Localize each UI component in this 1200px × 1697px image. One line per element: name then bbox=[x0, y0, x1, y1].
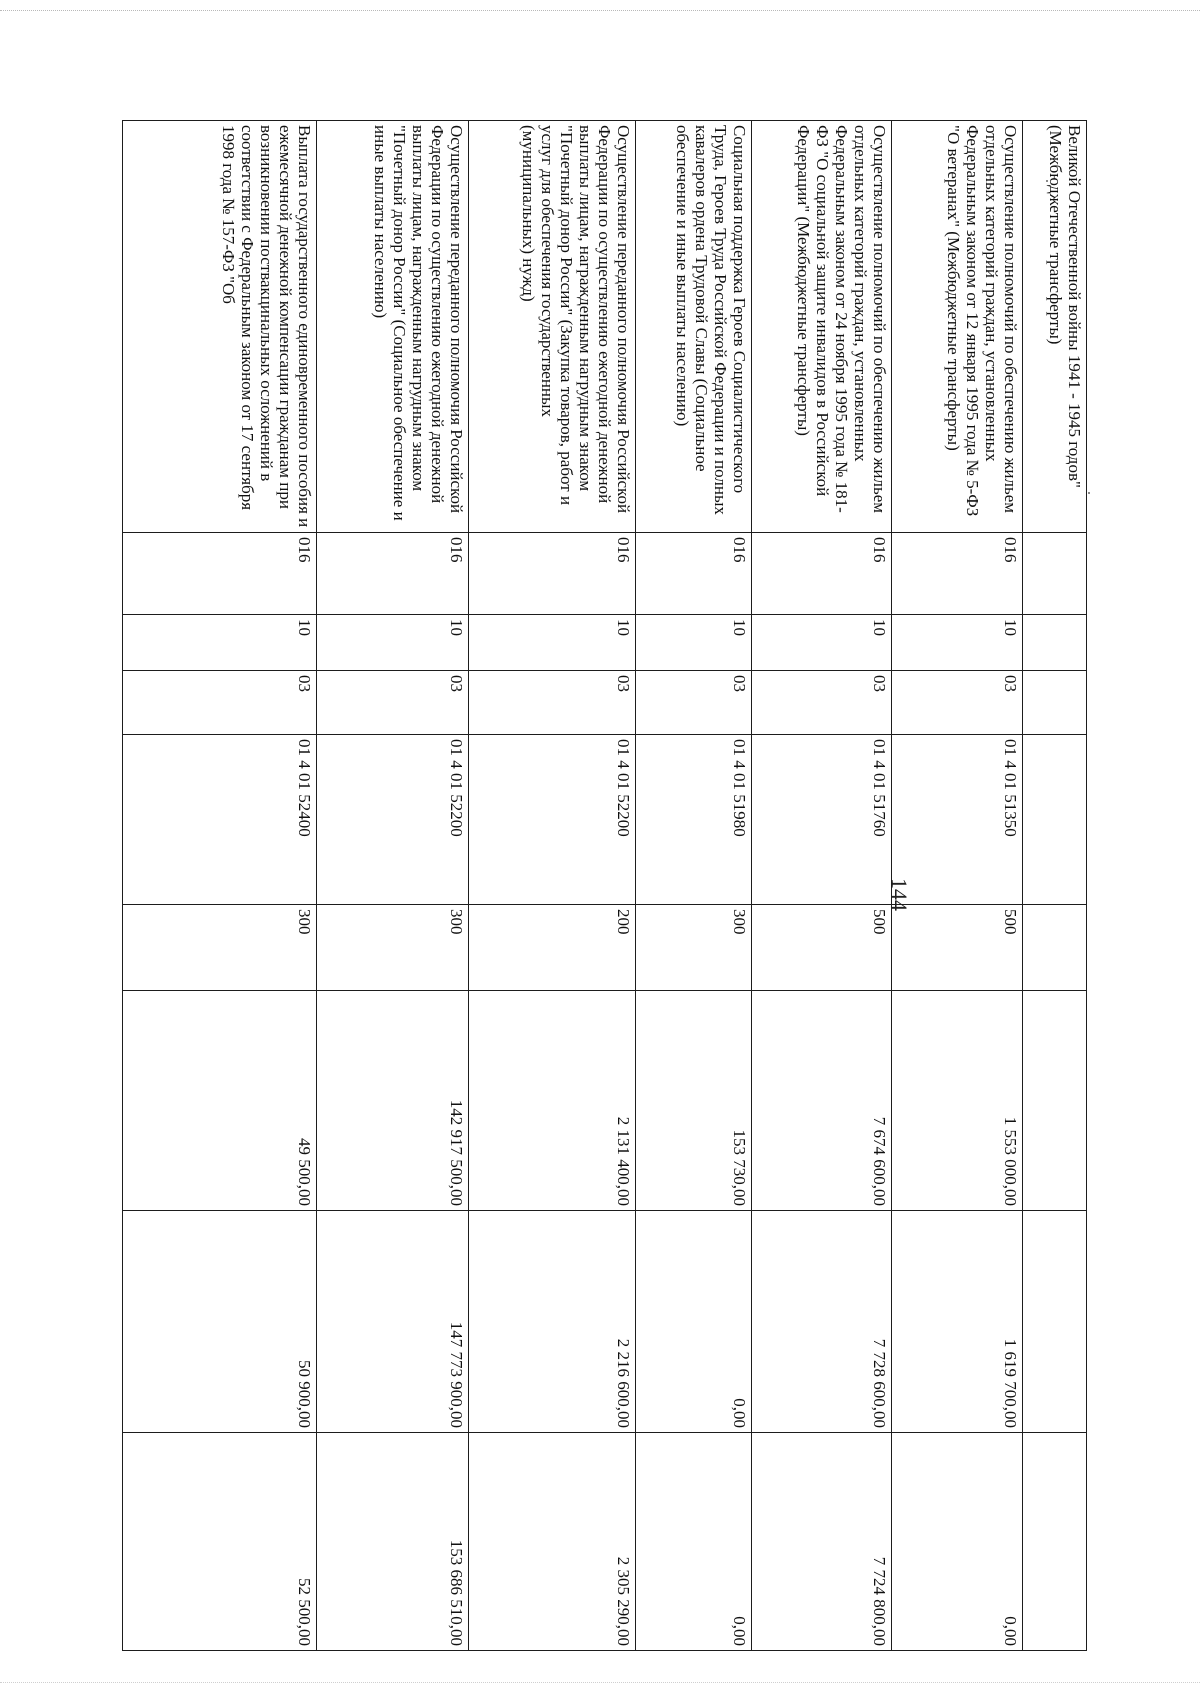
expense-type-code: 500 bbox=[891, 905, 1023, 991]
amount-year-1 bbox=[1023, 991, 1087, 1211]
subsection-code bbox=[1023, 671, 1087, 735]
target-article-code: 01 4 01 52200 bbox=[316, 735, 468, 905]
amount-year-1: 1 553 000,00 bbox=[891, 991, 1023, 1211]
amount-year-1: 2 131 400,00 bbox=[468, 991, 635, 1211]
subsection-code: 03 bbox=[751, 671, 891, 735]
target-article-code: 01 4 01 51980 bbox=[635, 735, 751, 905]
expense-type-code: 300 bbox=[123, 905, 317, 991]
subsection-code: 03 bbox=[316, 671, 468, 735]
target-article-code: 01 4 01 51350 bbox=[891, 735, 1023, 905]
section-code: 10 bbox=[123, 615, 317, 671]
amount-year-3: 52 500,00 bbox=[123, 1433, 317, 1651]
section-code: 10 bbox=[891, 615, 1023, 671]
scan-speck bbox=[1088, 492, 1090, 494]
row-description: Осуществление переданного полномочия Российской Федерации по осуществлению ежегодной денежной выплаты лицам, награжденным нагрудным знаком "Почетный донор России" (Социальное обеспечение и иные выплаты населению) bbox=[316, 121, 468, 533]
scan-bottom-edge bbox=[0, 1682, 1200, 1683]
row-description: Осуществление полномочий по обеспечению жильем отдельных категорий граждан, установленных Федеральным законом от 24 ноября 1995 года № 181-ФЗ "О социальной защите инвалидов в Российской Федерации" (Межбюджетные трансферты) bbox=[751, 121, 891, 533]
amount-year-2: 0,00 bbox=[635, 1211, 751, 1433]
table-row bbox=[635, 121, 751, 1651]
amount-year-2: 1 619 700,00 bbox=[891, 1211, 1023, 1433]
table-row bbox=[891, 121, 1023, 1651]
amount-year-3: 7 724 800,00 bbox=[751, 1433, 891, 1651]
row-description: Осуществление полномочий по обеспечению жильем отдельных категорий граждан, установленных Федеральным законом от 12 января 1995 года № 5-ФЗ "О ветеранах" (Межбюджетные трансферты) bbox=[891, 121, 1023, 533]
section-code: 10 bbox=[316, 615, 468, 671]
section-code bbox=[1023, 615, 1087, 671]
amount-year-2: 7 728 600,00 bbox=[751, 1211, 891, 1433]
section-code: 10 bbox=[751, 615, 891, 671]
subsection-code: 03 bbox=[635, 671, 751, 735]
amount-year-3: 0,00 bbox=[635, 1433, 751, 1651]
expense-type-code: 200 bbox=[468, 905, 635, 991]
ministry-code: 016 bbox=[635, 533, 751, 615]
ministry-code: 016 bbox=[316, 533, 468, 615]
amount-year-2 bbox=[1023, 1211, 1087, 1433]
target-article-code bbox=[1023, 735, 1087, 905]
amount-year-2: 2 216 600,00 bbox=[468, 1211, 635, 1433]
section-code: 10 bbox=[635, 615, 751, 671]
ministry-code bbox=[1023, 533, 1087, 615]
subsection-code: 03 bbox=[468, 671, 635, 735]
ministry-code: 016 bbox=[123, 533, 317, 615]
expense-type-code: 500 bbox=[751, 905, 891, 991]
ministry-code: 016 bbox=[891, 533, 1023, 615]
amount-year-1: 153 730,00 bbox=[635, 991, 751, 1211]
subsection-code: 03 bbox=[891, 671, 1023, 735]
target-article-code: 01 4 01 52200 bbox=[468, 735, 635, 905]
amount-year-3: 153 686 510,00 bbox=[316, 1433, 468, 1651]
page-number: 144 bbox=[887, 878, 912, 911]
amount-year-1: 142 917 500,00 bbox=[316, 991, 468, 1211]
target-article-code: 01 4 01 52400 bbox=[123, 735, 317, 905]
scan-top-edge bbox=[0, 10, 1200, 11]
table-row bbox=[316, 121, 468, 1651]
amount-year-2: 147 773 900,00 bbox=[316, 1211, 468, 1433]
amount-year-1: 49 500,00 bbox=[123, 991, 317, 1211]
table-row bbox=[1023, 121, 1087, 1651]
amount-year-2: 50 900,00 bbox=[123, 1211, 317, 1433]
amount-year-3: 2 305 290,00 bbox=[468, 1433, 635, 1651]
subsection-code: 03 bbox=[123, 671, 317, 735]
amount-year-1: 7 674 600,00 bbox=[751, 991, 891, 1211]
row-description: Социальная поддержка Героев Социалистического Труда, Героев Труда Российской Федерации и полных кавалеров ордена Трудовой Славы (Социальное обеспечение и иные выплаты населению) bbox=[635, 121, 751, 533]
target-article-code: 01 4 01 51760 bbox=[751, 735, 891, 905]
ministry-code: 016 bbox=[751, 533, 891, 615]
row-description: Великой Отечественной войны 1941 - 1945 годов" (Межбюджетные трансферты) bbox=[1023, 121, 1087, 533]
section-code: 10 bbox=[468, 615, 635, 671]
amount-year-3 bbox=[1023, 1433, 1087, 1651]
expense-type-code: 300 bbox=[635, 905, 751, 991]
ministry-code: 016 bbox=[468, 533, 635, 615]
row-description: Выплата государственного единовременного пособия и ежемесячной денежной компенсации гражданам при возникновении поствакцинальных осложнений в соответствии с Федеральным законом от 17 сентября 1998 года № 157-ФЗ "Об bbox=[123, 121, 317, 533]
table-row bbox=[751, 121, 891, 1651]
rotated-table-wrapper bbox=[122, 120, 1087, 1650]
expense-type-code bbox=[1023, 905, 1087, 991]
table-row bbox=[123, 121, 317, 1651]
expense-type-code: 300 bbox=[316, 905, 468, 991]
table-row bbox=[468, 121, 635, 1651]
table-body bbox=[123, 121, 1087, 1651]
amount-year-3: 0,00 bbox=[891, 1433, 1023, 1651]
row-description: Осуществление переданного полномочия Российской Федерации по осуществлению ежегодной денежной выплаты лицам, награжденным нагрудным знаком "Почетный донор России" (Закупка товаров, работ и услуг для обеспечения государственных (муниципальных) нужд) bbox=[468, 121, 635, 533]
budget-table bbox=[122, 120, 1087, 1651]
